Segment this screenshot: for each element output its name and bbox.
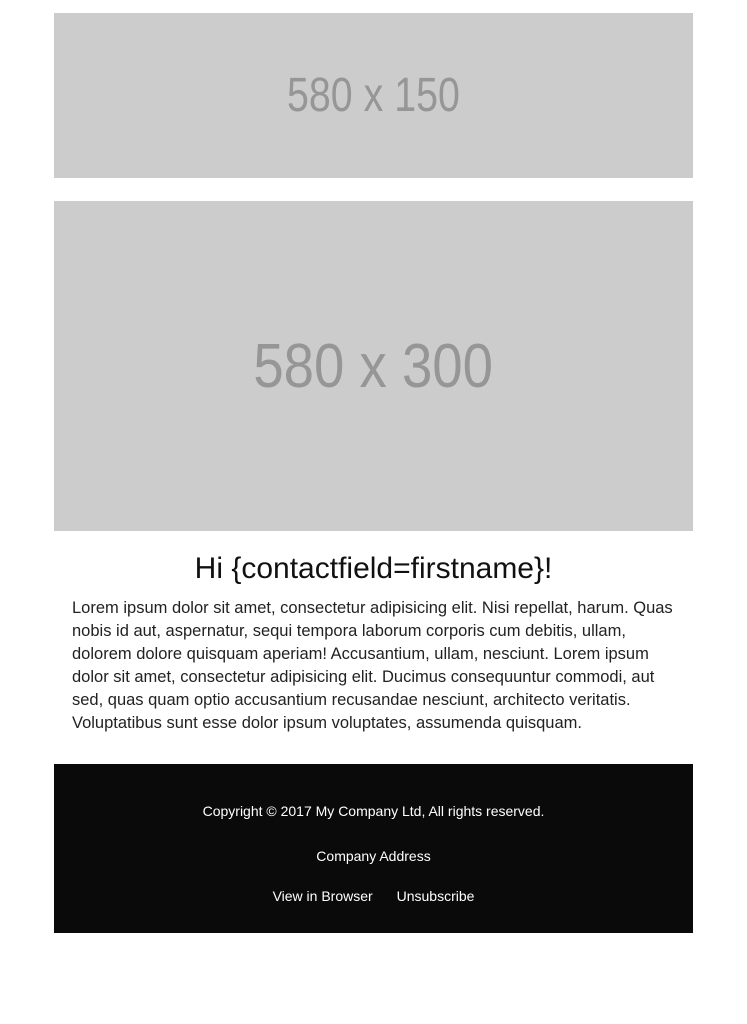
unsubscribe-link[interactable]: Unsubscribe — [396, 888, 475, 904]
email-container — [54, 13, 693, 933]
hero-image-label: 580 x 300 — [253, 331, 494, 401]
footer — [54, 764, 693, 933]
hero-image-placeholder — [54, 201, 693, 531]
company-address: Company Address — [316, 848, 431, 864]
greeting-heading: Hi {contactfield=firstname}! — [194, 552, 553, 585]
footer-links — [54, 888, 693, 904]
view-in-browser-link[interactable]: View in Browser — [272, 888, 373, 904]
body-paragraph: Lorem ipsum dolor sit amet, consectetur adipisicing elit. Nisi repellat, harum. Quas nobis id aut, aspernatur, sequi tempora laborum corporis cum debitis, ullam, dolorem dolore quisquam aperiam! Accusantium, ullam, nesciunt. Lorem ipsum dolor sit amet, consectetur adipisicing elit. Ducimus consequuntur commodi, aut sed, quas quam optio accusantium recusandae nesciunt, architecto veritatis. Voluptatibus sunt esse dolor ipsum voluptates, assumenda quisquam. — [72, 599, 673, 732]
copyright-text: Copyright © 2017 My Company Ltd, All rights reserved. — [202, 803, 545, 819]
banner-image-label: 580 x 150 — [287, 69, 460, 122]
banner-image-placeholder — [54, 13, 693, 178]
